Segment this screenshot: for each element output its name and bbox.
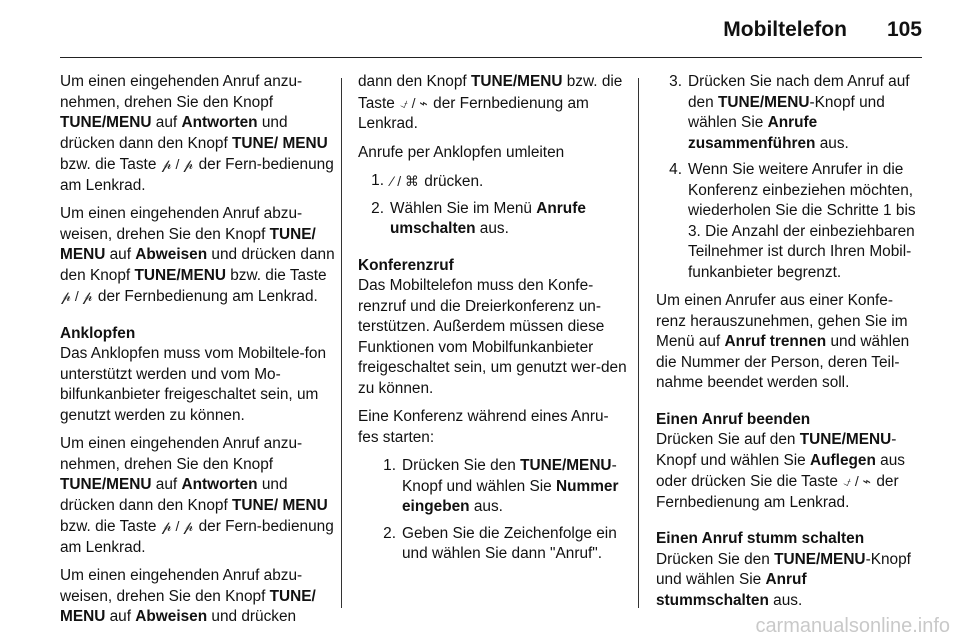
list-item: 2. Geben Sie die Zeichenfolge ein und wählen Sie dann "Anruf". — [383, 524, 617, 562]
heading-anklopfen: Anklopfen — [60, 324, 136, 342]
column-3 — [656, 72, 922, 619]
column-divider-1 — [341, 78, 342, 608]
list-item: 3. Drücken Sie nach dem Anruf auf den TUNE/MENU-Knopf und wählen Sie Anrufe zusammenführen aus. — [669, 73, 910, 152]
column-2 — [358, 72, 628, 573]
konferenz-steps-list-continued — [656, 72, 922, 283]
heading-konferenzruf: Konferenzruf — [358, 256, 454, 274]
paragraph-divert-intro: Anrufe per Anklopfen umleiten — [358, 143, 565, 161]
page-header — [723, 18, 922, 50]
column-1 — [60, 72, 338, 636]
phone-key-icon: 𝓅 / 𝓅 — [61, 288, 93, 304]
paragraph-konferenz-start: Eine Konferenz während eines Anru-fes starten: — [358, 408, 609, 446]
list-item: 1. Drücken Sie den TUNE/MENU-Knopf und wählen Sie Nummer eingeben aus. — [383, 457, 619, 515]
list-item: 1. ⁄ / ⌘ drücken. — [371, 172, 484, 190]
page-title: Mobiltelefon — [723, 18, 847, 41]
paragraph-reject-continued: dann den Knopf TUNE/MENU bzw. die Taste ⍻ / ⌁ der Fernbedienung am Lenkrad. — [358, 73, 623, 132]
column-divider-2 — [638, 78, 639, 608]
section-anklopfen — [60, 324, 338, 628]
paragraph-reject-call-2: Um einen eingehenden Anruf abzu-weisen, drehen Sie den Knopf TUNE/ MENU auf Abweisen und drücken — [60, 567, 316, 625]
paragraph-reject-call: Um einen eingehenden Anruf abzu-weisen, drehen Sie den Knopf TUNE/ MENU auf Abweisen und drücken dann den Knopf TUNE/MENU bzw. die Taste 𝓅 / 𝓅 der Fernbedienung am Lenkrad. — [60, 205, 335, 305]
konferenz-steps-list — [358, 456, 628, 565]
page-number: 105 — [886, 18, 922, 41]
paragraph-konferenz-intro: Das Mobiltelefon muss den Konfe-renzruf und die Dreierkonferenz un-terstützen. Außerdem müssen diese Funktionen vom Mobilfunkanbieter freigeschaltet sein, um genutzt wer-den zu können. — [358, 277, 627, 397]
heading-end-call: Einen Anruf beenden — [656, 410, 811, 428]
watermark: carmanualsonline.info — [755, 615, 950, 637]
section-konferenzruf — [358, 256, 628, 565]
phone-key-icon: 𝓅 / 𝓅 — [161, 518, 194, 534]
list-item: 4. Wenn Sie weitere Anrufer in die Konferenz einbeziehen möchten, wiederholen Sie die Schritte 1 bis 3. Die Anzahl der einbeziehbaren Teilnehmer ist durch Ihren Mobil-funkanbieter begrenzt. — [669, 161, 916, 281]
header-rule — [60, 57, 922, 58]
section-end-call — [656, 410, 922, 514]
paragraph-remove-participant: Um einen Anrufer aus einer Konfe-renz herauszunehmen, gehen Sie im Menü auf Anruf trennen und wählen die Nummer der Person, deren Teil-nahme beendet werden soll. — [656, 292, 910, 391]
heading-mute-call: Einen Anruf stumm schalten — [656, 530, 865, 547]
list-item: 2. Wählen Sie im Menü Anrufe umschalten aus. — [371, 199, 586, 237]
divert-steps-list — [358, 171, 628, 240]
call-switch-key-icon: ⁄ / ⌘ — [391, 173, 420, 189]
section-mute-call — [656, 529, 922, 611]
voice-end-key-icon: ⍻ / ⌁ — [400, 94, 428, 111]
voice-end-key-icon: ⍻ / ⌁ — [843, 473, 872, 489]
paragraph-answer-call: Um einen eingehenden Anruf anzu-nehmen, drehen Sie den Knopf TUNE/MENU auf Antworten und drücken dann den Knopf TUNE/ MENU bzw. die Taste 𝓅 / 𝓅 der Fern-bedienung am Lenkrad. — [60, 73, 334, 194]
paragraph-answer-call-2: Um einen eingehenden Anruf anzu-nehmen, drehen Sie den Knopf TUNE/MENU auf Antworten und drücken dann den Knopf TUNE/ MENU bzw. die Taste 𝓅 / 𝓅 der Fern-bedienung am Lenkrad. — [60, 435, 334, 556]
paragraph-end-call: Drücken Sie auf den TUNE/MENU-Knopf und wählen Sie Auflegen aus oder drücken Sie die Taste ⍻ / ⌁ der Fernbedienung am Lenkrad. — [656, 431, 905, 511]
phone-key-icon: 𝓅 / 𝓅 — [161, 156, 194, 172]
paragraph-mute-call: Drücken Sie den TUNE/MENU-Knopf und wählen Sie Anruf stummschalten aus. — [656, 550, 911, 609]
paragraph-anklopfen-intro: Das Anklopfen muss vom Mobiltele-fon unterstützt werden und vom Mo-bilfunkanbieter freigeschaltet sein, um genutzt werden zu können. — [60, 345, 327, 424]
